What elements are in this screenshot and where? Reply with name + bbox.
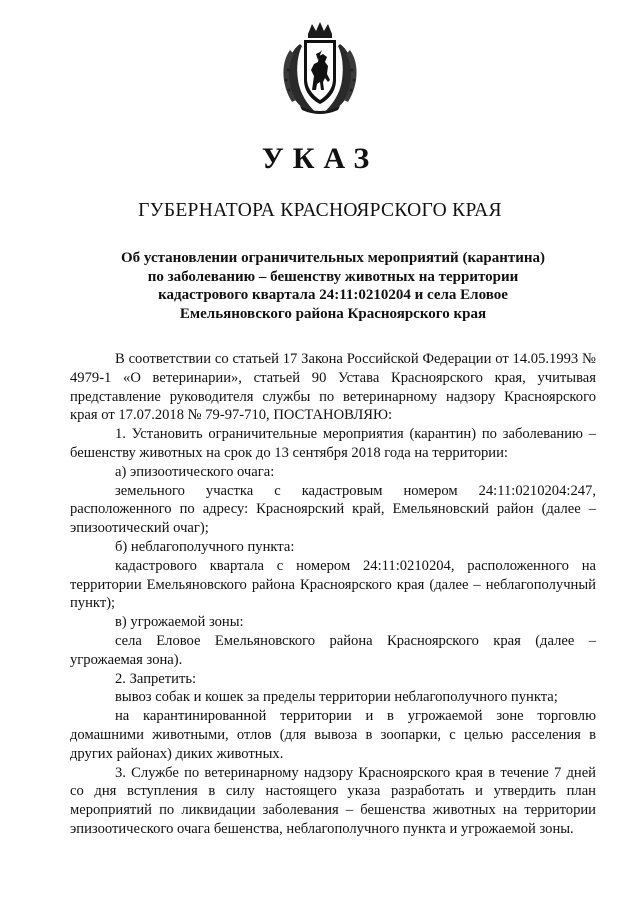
heading-line: кадастрового квартала 24:11:0210204 и села Еловое (158, 287, 508, 304)
decree-heading (70, 249, 596, 324)
heading-line: Емельяновского района Красноярского края (179, 306, 487, 323)
paragraph-item-2-a: вывоз собак и кошек за пределы территории неблагополучного пункта; (115, 689, 558, 706)
paragraph-item-1: 1. Установить ограничительные мероприятия (карантин) по заболеванию – бешенству животных на срок до 13 сентября 2018 года на территории: (70, 426, 596, 461)
paragraph-subitem-c-text: села Еловое Емельяновского района Красноярского края (далее – угрожаемая зона). (70, 632, 596, 668)
paragraph-preamble: В соответствии со статьей 17 Закона Российской Федерации от 14.05.1993 № 4979-1 «О ветеринарии», статьей 90 Устава Красноярского края, учитывая представление руководителя службы по ветеринарному надзору Красноярского края от 17.07.2018 № 79-97-710, ПОСТАНОВЛЯЮ: (70, 351, 596, 424)
paragraph-item-3: 3. Службе по ветеринарному надзору Красноярского края в течение 7 дней со дня вступления в силу настоящего указа разработать и утвердить план мероприятий по ликвидации заболевания – бешенства животных на территории эпизоотического очага бешенства, неблагополучного пункта и угрожаемой зоны. (70, 764, 596, 837)
paragraph-subitem-b: б) неблагополучного пункта: (115, 538, 295, 555)
document-subtitle: ГУБЕРНАТОРА КРАСНОЯРСКОГО КРАЯ (138, 200, 502, 221)
paragraph-subitem-b-text: кадастрового квартала с номером 24:11:0210204, расположенного на территории Емельяновского района Красноярского края (далее – неблагополучный пункт); (70, 557, 596, 612)
heading-line: Об установлении ограничительных мероприятий (карантина) (120, 250, 545, 266)
document-title: УКАЗ (261, 142, 379, 175)
paragraph-item-2-b: на карантинированной территории и в угрожаемой зоне торговлю домашними животными, отлов (для вывоза в зоопарки, с целью расселения в других районах) диких животных. (70, 708, 596, 762)
heading-line: по заболеванию – бешенству животных на территории (147, 268, 519, 285)
paragraph-subitem-a-text: земельного участка с кадастровым номером 24:11:0210204:247, расположенного по адресу: Красноярский край, Емельяновский район (далее – эпизоотический очаг); (70, 482, 596, 537)
paragraph-item-2: 2. Запретить: (115, 670, 197, 687)
paragraph-subitem-c: в) угрожаемой зоны: (115, 614, 244, 631)
paragraph-subitem-a: а) эпизоотического очага: (115, 463, 275, 480)
decree-body (70, 350, 596, 839)
coat-of-arms-emblem (278, 20, 362, 116)
